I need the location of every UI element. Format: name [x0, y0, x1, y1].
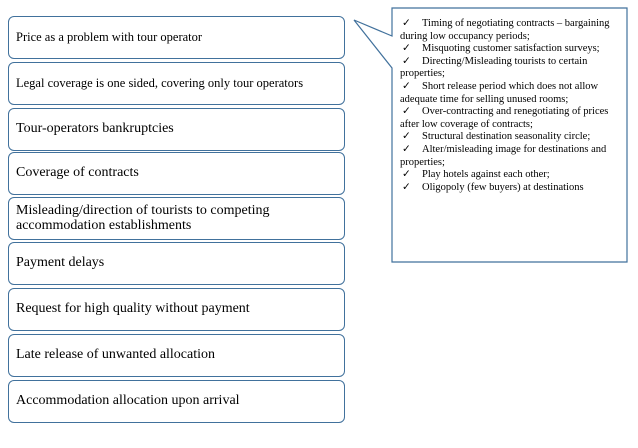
- callout-item: [400, 106, 626, 131]
- callout-item-text: Misquoting customer satisfaction surveys;: [422, 43, 600, 55]
- box-label: Late release of unwanted allocation: [16, 347, 216, 363]
- box-label: Request for high quality without payment: [16, 301, 250, 317]
- box-label: Legal coverage is one sided, covering only tour operators: [16, 75, 304, 90]
- check-icon: ✓: [402, 80, 411, 92]
- callout-item: [400, 81, 626, 106]
- callout-item-text: Directing/Misleading tourists to certain properties;: [400, 55, 588, 80]
- check-icon: ✓: [402, 143, 411, 155]
- problem-box-misleading: [8, 197, 345, 240]
- problem-box-high-quality: [8, 288, 345, 331]
- callout-item-text: Alter/misleading image for destinations and properties;: [400, 143, 607, 168]
- box-label: Tour-operators bankruptcies: [16, 121, 174, 137]
- box-label: Coverage of contracts: [16, 165, 139, 181]
- problem-box-late-release: [8, 334, 345, 377]
- check-icon: ✓: [402, 106, 411, 118]
- callout-item: [400, 56, 626, 81]
- callout-list: [400, 18, 626, 194]
- check-icon: ✓: [402, 169, 411, 181]
- check-icon: ✓: [402, 18, 411, 29]
- check-icon: ✓: [402, 55, 411, 67]
- callout-item: [400, 18, 626, 43]
- callout-item-text: Play hotels against each other;: [422, 169, 550, 181]
- check-icon: ✓: [402, 181, 411, 193]
- callout-item: [400, 182, 626, 195]
- callout-item-text: Over-contracting and renegotiating of prices after low coverage of contracts;: [400, 106, 609, 130]
- check-icon: ✓: [402, 43, 411, 55]
- problem-box-bankruptcies: [8, 108, 345, 151]
- callout-item-text: Short release period which does not allow adequate time for selling unused rooms;: [400, 80, 599, 105]
- problem-box-legal-coverage: [8, 62, 345, 105]
- problem-box-allocation-arrival: [8, 380, 345, 423]
- box-label: Price as a problem with tour operator: [16, 29, 203, 44]
- callout-item-text: Oligopoly (few buyers) at destinations: [422, 181, 584, 193]
- callout-item: [400, 169, 626, 182]
- problem-box-price: [8, 16, 345, 59]
- box-label: Payment delays: [16, 255, 105, 271]
- check-icon: ✓: [402, 131, 411, 143]
- callout-item: [400, 131, 626, 144]
- callout-item: [400, 43, 626, 56]
- callout-item: [400, 144, 626, 169]
- callout-item-text: Timing of negotiating contracts – bargaining during low occupancy periods;: [400, 18, 610, 42]
- problem-box-coverage: [8, 152, 345, 195]
- callout-item-text: Structural destination seasonality circle;: [422, 131, 591, 143]
- box-label: Misleading/direction of tourists to competing accommodation establishments: [16, 202, 270, 233]
- problem-box-payment-delays: [8, 242, 345, 285]
- box-label: Accommodation allocation upon arrival: [16, 393, 240, 409]
